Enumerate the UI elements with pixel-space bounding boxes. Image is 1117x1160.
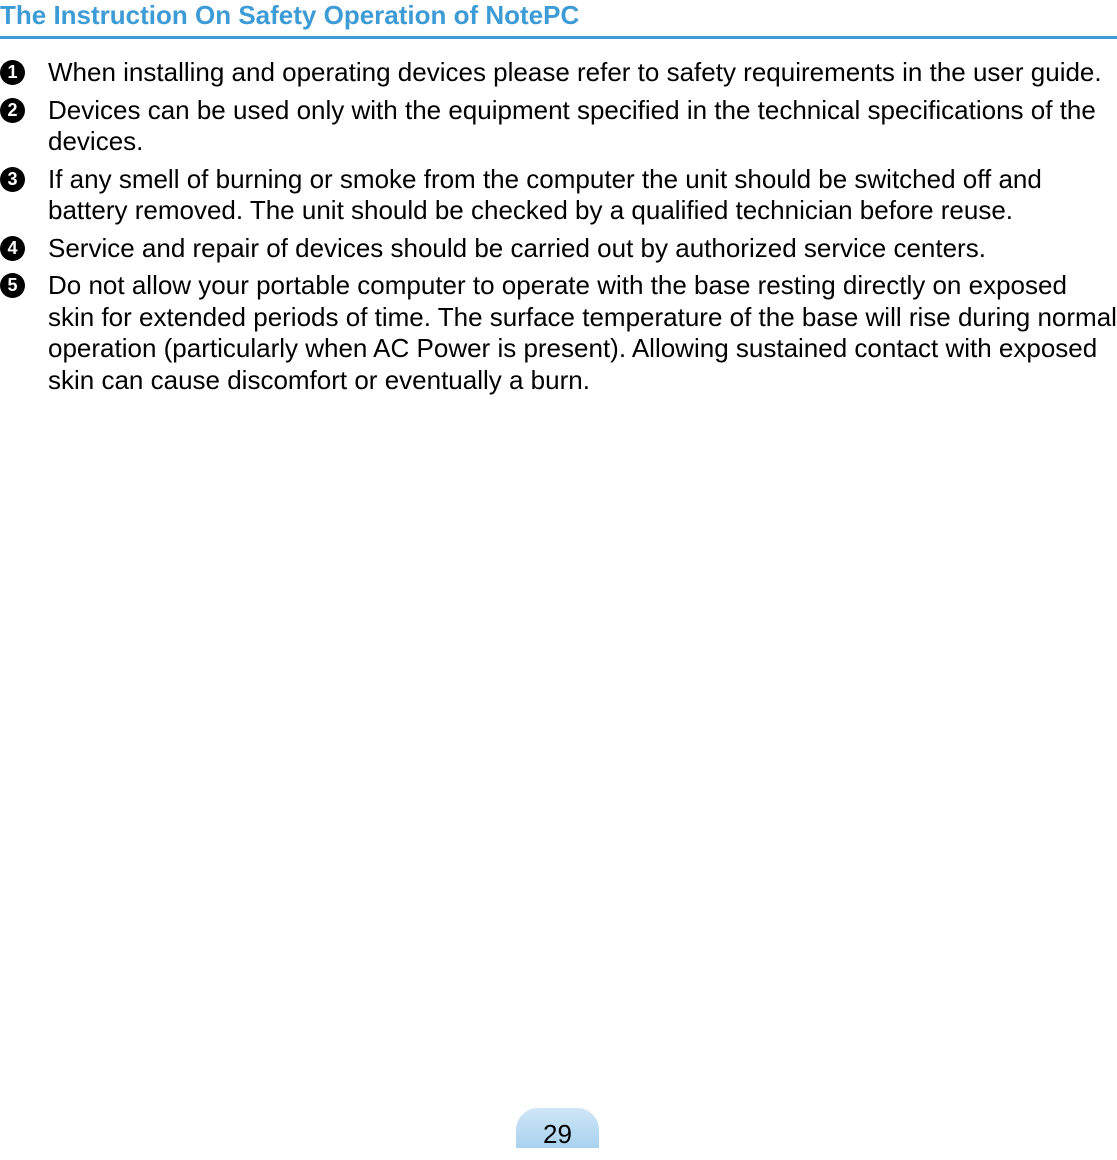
number-circle-icon: 2 (0, 98, 25, 123)
page-header (0, 0, 1117, 39)
number-circle-icon: 5 (0, 273, 25, 298)
list-item (0, 95, 1117, 158)
number-circle-icon: 1 (0, 60, 25, 85)
list-item-text: If any smell of burning or smoke from the computer the unit should be switched off and battery removed. The unit should be checked by a qualified technician before reuse. (48, 163, 1042, 225)
number-circle-icon: 3 (0, 167, 25, 192)
list-item-text: Do not allow your portable computer to operate with the base resting directly on exposed skin for extended periods of time. The surface temperature of the base will rise during normal operation (particularly when AC Power is present). Allowing sustained contact with exposed skin can cause discomfort or eventually a burn. (48, 270, 1117, 395)
page-number: 29 (543, 1119, 572, 1149)
page-title: The Instruction On Safety Operation of NotePC (0, 0, 580, 30)
list-item-text: Service and repair of devices should be carried out by authorized service centers. (48, 232, 986, 263)
list-item (0, 233, 1117, 265)
list-item (0, 57, 1117, 89)
number-circle-icon: 4 (0, 236, 25, 261)
page-number-tab (516, 1108, 599, 1148)
list-item-text: Devices can be used only with the equipment specified in the technical specifications of the devices. (48, 94, 1096, 156)
list-item (0, 270, 1117, 396)
list-item-text: When installing and operating devices please refer to safety requirements in the user guide. (48, 57, 1102, 87)
safety-instructions-list (0, 57, 1117, 402)
list-item (0, 164, 1117, 227)
